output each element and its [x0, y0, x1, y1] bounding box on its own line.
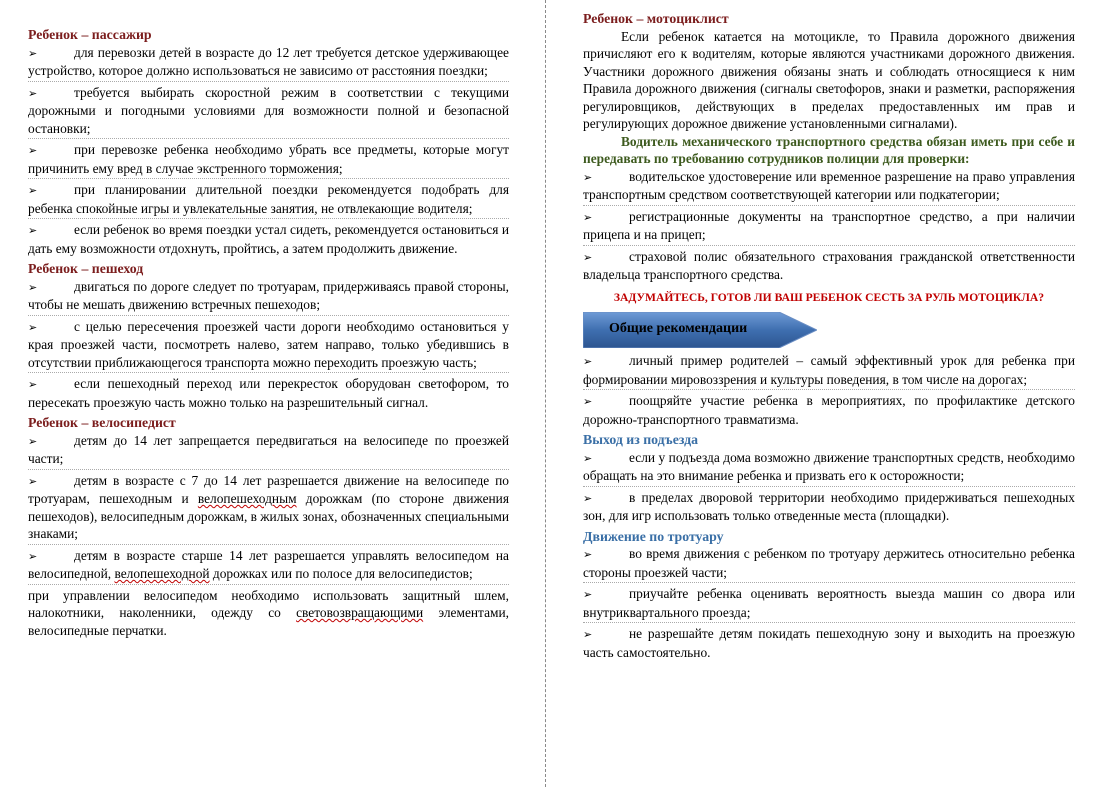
arrow-bullet-icon: ➢	[28, 280, 38, 294]
list-item: ➢ личный пример родителей – самый эффективный урок для ребенка при формировании мировоззрения и культуры поведения, в том числе на дорогах;	[583, 352, 1075, 390]
list-item: ➢ детям в возрасте с 7 до 14 лет разрешается движение на велосипеде по тротуарам, пешеходным и велопешеходным дорожкам (по стороне движения пешеходов), велосипедным дорожкам, в жилых зонах, обозначенных специальными знаками;	[28, 472, 509, 545]
arrow-bullet-icon: ➢	[28, 549, 38, 563]
arrow-bullet-icon: ➢	[583, 451, 593, 465]
banner-label: Общие рекомендации	[609, 321, 748, 336]
general-recommendations-banner	[583, 312, 817, 348]
arrow-bullet-icon: ➢	[583, 395, 593, 408]
moto-paragraph: Если ребенок катается на мотоцикле, то Правила дорожного движения причисляют его к водителям, которые являются участниками дорожного движения. Участники дорожного движения обязаны знать и соблюдать относящиеся к ним Правила дорожного движения (сигналы светофоров, знаки и разметки, распоряжения регулировщиков, действующих в пределах предоставленных им прав и регулирующих дорожное движение установленными сигналами).	[583, 28, 1075, 131]
arrow-bullet-icon: ➢	[28, 184, 38, 197]
list-item: ➢ страховой полис обязательного страхования гражданской ответственности владельца транспортного средства.	[583, 248, 1075, 282]
list-item: ➢ при перевозке ребенка необходимо убрать все предметы, которые могут причинить ему вред в случае экстренного торможения;	[28, 141, 509, 179]
list-item: ➢ во время движения с ребенком по тротуару держитесь относительно ребенка стороны проезжей части;	[583, 545, 1075, 583]
list-item: ➢ регистрационные документы на транспортное средство, а при наличии прицепа и на прицеп;	[583, 208, 1075, 246]
arrow-bullet-icon: ➢	[28, 224, 38, 237]
list-item: ➢ требуется выбирать скоростной режим в соответствии с текущими дорожными и погодными условиями для возможности полной и безопасной остановки;	[28, 84, 509, 140]
list-item: ➢ если ребенок во время поездки устал сидеть, рекомендуется остановиться и дать ему возможности отдохнуть, пройтись, а затем продолжить движение.	[28, 222, 509, 256]
arrow-bullet-icon: ➢	[583, 170, 593, 184]
list-item: ➢ приучайте ребенка оценивать вероятность выезда машин со двора или внутриквартального проезда;	[583, 585, 1075, 623]
arrow-bullet-icon: ➢	[28, 474, 38, 488]
sidewalk-heading: Движение по тротуару	[583, 528, 724, 544]
list-item: ➢ детям до 14 лет запрещается передвигаться на велосипеде по проезжей части;	[28, 432, 509, 470]
exit-heading: Выход из подъезда	[583, 432, 698, 447]
arrow-bullet-icon: ➢	[28, 320, 38, 334]
arrow-bullet-icon: ➢	[28, 378, 38, 391]
arrow-bullet-icon: ➢	[28, 86, 38, 100]
left-column	[28, 8, 509, 639]
arrow-bullet-icon: ➢	[583, 355, 593, 368]
arrow-bullet-icon: ➢	[583, 210, 593, 224]
list-item: ➢ с целью пересечения проезжей части дороги необходимо остановиться у края проезжей части, посмотреть налево, затем направо, только убедившись в отсутствии приближающегося транспорта можно переходить проезжую часть;	[28, 318, 509, 374]
list-item: ➢ не разрешайте детям покидать пешеходную зону и выходить на проезжую часть самостоятельно.	[583, 626, 1075, 660]
list-item: ➢ двигаться по дороге следует по тротуарам, придерживаясь правой стороны, чтобы не мешать движению встречных пешеходов;	[28, 278, 509, 316]
arrow-bullet-icon: ➢	[583, 588, 593, 601]
arrow-bullet-icon: ➢	[28, 144, 38, 157]
passenger-heading: Ребенок – пассажир	[28, 27, 152, 42]
list-item: ➢ детям в возрасте старше 14 лет разрешается управлять велосипедом на велосипедной, велопешеходной дорожках или по полосе для велосипедистов;	[28, 547, 509, 585]
cyclist-note: при управлении велосипедом необходимо использовать защитный шлем, налокотники, наколенники, одежду со световозвращающими элементами, велосипедные перчатки.	[28, 587, 509, 638]
column-divider	[545, 0, 546, 787]
list-item: ➢ в пределах дворовой территории необходимо придерживаться пешеходных зон, для игр использовать только отведенные места (площадки).	[583, 489, 1075, 523]
arrow-bullet-icon: ➢	[28, 434, 38, 448]
pedestrian-heading: Ребенок – пешеход	[28, 261, 144, 276]
motorcycle-callout: ЗАДУМАЙТЕСЬ, ГОТОВ ЛИ ВАШ РЕБЕНОК СЕСТЬ ЗА РУЛЬ МОТОЦИКЛА?	[613, 290, 1045, 304]
arrow-bullet-icon: ➢	[583, 491, 593, 505]
arrow-bullet-icon: ➢	[28, 46, 38, 60]
list-item: ➢ для перевозки детей в возрасте до 12 лет требуется детское удерживающее устройство, которое должно использоваться не зависимо от расстояния поездки;	[28, 44, 509, 82]
right-column	[583, 8, 1075, 664]
list-item: ➢ если у подъезда дома возможно движение транспортных средств, необходимо обращать на это внимание ребенка и призвать его к осторожности;	[583, 449, 1075, 487]
list-item: ➢ при планировании длительной поездки рекомендуется подобрать для ребенка спокойные игры и увлекательные занятия, не отвлекающие водителя;	[28, 181, 509, 219]
arrow-bullet-icon: ➢	[583, 548, 593, 561]
arrow-bullet-icon: ➢	[583, 628, 593, 641]
moto-heading: Ребенок – мотоциклист	[583, 11, 729, 26]
list-item: ➢ если пешеходный переход или перекресток оборудован светофором, то пересекать проезжую часть можно только на разрешительный сигнал.	[28, 376, 509, 410]
list-item: ➢ водительское удостоверение или временное разрешение на право управления транспортным средством соответствующей категории или подкатегории;	[583, 168, 1075, 206]
list-item: ➢ поощряйте участие ребенка в мероприятиях, по профилактике детского дорожно-транспортного травматизма.	[583, 393, 1075, 427]
driver-heading: Водитель механического транспортного средства обязан иметь при себе и передавать по требованию сотрудников полиции для проверки:	[583, 133, 1075, 166]
arrow-bullet-icon: ➢	[583, 250, 593, 264]
cyclist-heading: Ребенок – велосипедист	[28, 415, 176, 430]
